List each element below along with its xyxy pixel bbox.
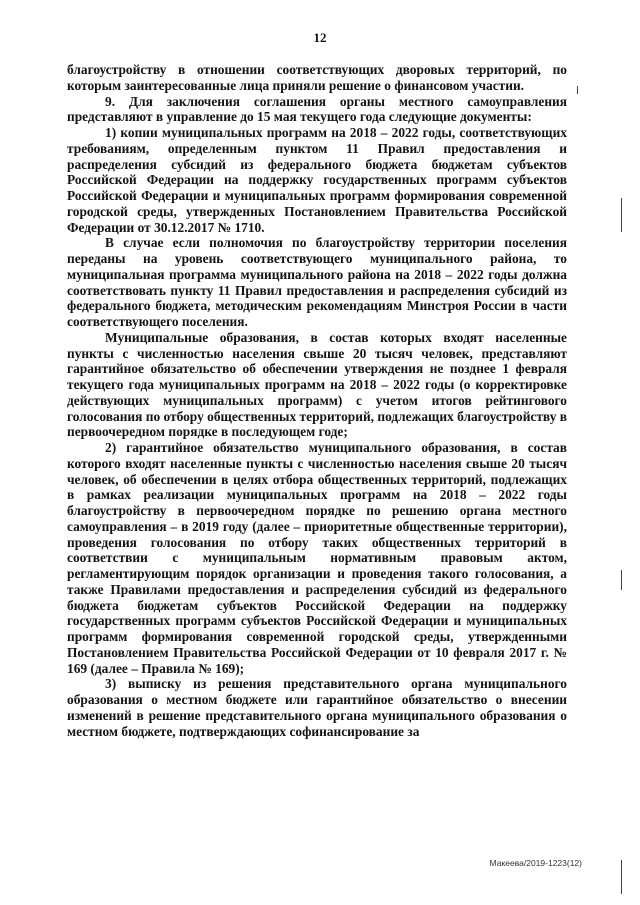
paragraph-subitem-2: 2) гарантийное обязательство муниципального образования, в состав которого входят населенные пункты с численностью населения свыше 20 тысяч человек, об обеспечении в целях отбора общественных территорий, подлежащих в рамках реализации муниципальных программ на 2018 – 2022 годы благоустройству в первоочередном порядке по решению органа местного самоуправления – в 2019 году (далее – приоритетные общественные территории), проведения голосования по отбору таких общественных территорий в соответствии с муниципальным нормативным правовым актом, регламентирующим порядок организации и проведения такого голосования, а также Правилами предоставления и распределения субсидий из федерального бюджета бюджетам субъектов Российской Федерации на поддержку государственных программ субъектов Российской Федерации и муниципальных программ формирования современной городской среды, утвержденными Постановлением Правительства Российской Федерации от 10 февраля 2017 г. № 169 (далее – Правила № 169); (67, 440, 567, 676)
scan-mark (621, 570, 622, 590)
paragraph-district-case: В случае если полномочия по благоустройству территории поселения переданы на уровень соответствующего муниципального района, то муниципальная программа муниципального района на 2018 – 2022 годы должна соответствовать пункту 11 Правил предоставления и распределения субсидий из федерального бюджета, методическим рекомендациям Минстроя России в части соответствующего поселения. (67, 235, 567, 329)
paragraph-item-9: 9. Для заключения соглашения органы местного самоуправления представляют в управление до 15 мая текущего года следующие документы: (67, 93, 567, 125)
paragraph-continuation: благоустройству в отношении соответствующих дворовых территорий, по которым заинтересованные лица приняли решение о финансовом участии. (67, 62, 567, 93)
document-code: Макеева/2019-1223(12) (489, 858, 582, 868)
paragraph-subitem-3: 3) выписку из решения представительного органа муниципального образования о местном бюджете или гарантийное обязательство о внесении изменений в решение представительного органа муниципального образования о местном бюджете, подтверждающих софинансирование за (67, 676, 567, 739)
paragraph-subitem-1: 1) копии муниципальных программ на 2018 – 2022 годы, соответствующих требованиям, определенным пунктом 11 Правил предоставления и распределения субсидий из федерального бюджета бюджетам субъектов Российской Федерации на поддержку государственных программ субъектов Российской Федерации и муниципальных программ формирования современной городской среды, утвержденных Постановлением Правительства Российской Федерации от 30.12.2017 № 1710. (67, 125, 567, 235)
scan-mark (621, 198, 622, 232)
document-body (67, 62, 567, 739)
paragraph-guarantee-obligation: Муниципальные образования, в состав которых входят населенные пункты с численностью населения свыше 20 тысяч человек, представляют гарантийное обязательство об обеспечении утверждения не позднее 1 февраля текущего года муниципальных программ на 2018 – 2022 годы (о корректировке действующих муниципальных программ) с учетом итогов рейтингового голосования по отбору общественных территорий, подлежащих благоустройству в первоочередном порядке в последующем годе; (67, 329, 567, 440)
page-number: 12 (313, 30, 327, 45)
scan-mark (577, 86, 578, 94)
scan-mark (621, 860, 622, 894)
